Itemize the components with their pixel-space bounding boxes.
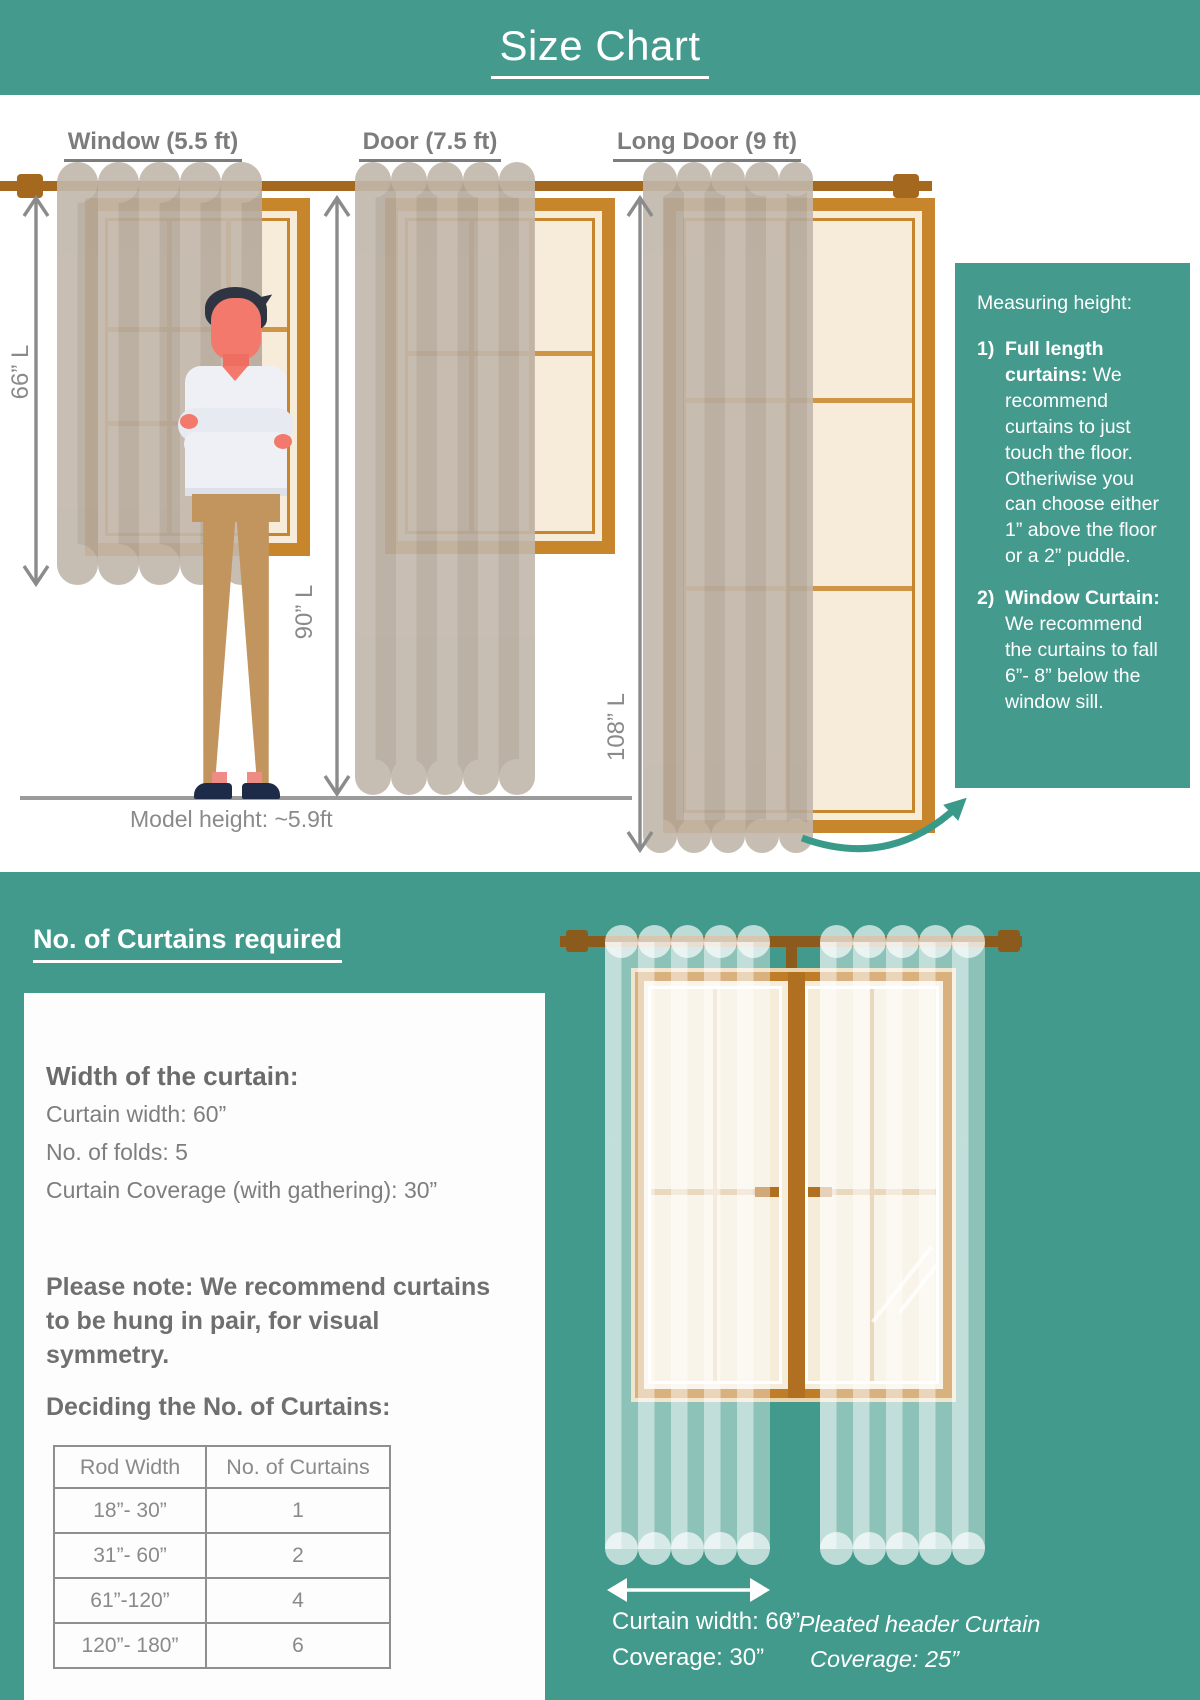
center-mullion [788,972,805,1398]
long-door-label: Long Door (9 ft) [608,128,806,162]
rod-finial-right [893,174,919,198]
measuring-height-box [955,263,1190,788]
measuring-box-item-2: 2) Window Curtain: We recommend the curtains to fall 6”- 8” below the window sill. [977,587,1160,713]
table-header-no-curtains: No. of Curtains [206,1446,390,1488]
pleated-note-line2: Coverage: 25” [810,1646,959,1673]
door-curtain-panel [355,162,535,795]
pleated-note-line1: * Pleated header Curtain [783,1611,1041,1637]
window-label: Window (5.5 ft) [58,128,248,162]
info-panel [24,993,545,1700]
door-label: Door (7.5 ft) [334,128,526,162]
measuring-box-item-1: 1) Full length curtains: We recommend curtains to just touch the floor. Otheriwise you can choose either 1” above the floor or a 2” puddle. [977,337,1159,568]
width-caption-line2: Coverage: 30” [612,1644,765,1671]
length-arrow-90 [321,193,353,799]
spec-coverage: Curtain Coverage (with gathering): 30” [46,1177,438,1203]
table-row: 61”-120” 4 [54,1578,390,1623]
length-label-90: 90” L [291,584,318,640]
table-header-row [54,1446,390,1488]
bottom-rod-finial-right [998,930,1020,952]
length-label-108: 108” L [603,692,630,762]
length-label-66: 66” L [7,344,34,400]
spec-folds: No. of folds: 5 [46,1139,188,1165]
table-row: 18”- 30” 1 [54,1488,390,1533]
table-row: 120”- 180” 6 [54,1623,390,1668]
width-title: Width of the curtain: [46,1061,299,1091]
table-header-rod-width: Rod Width [54,1446,206,1488]
table-title: Deciding the No. of Curtains: [46,1393,391,1421]
measuring-box-title: Measuring height: [977,292,1133,314]
section-heading: No. of Curtains required [33,924,342,963]
curved-arrow-icon [790,788,1000,862]
sheer-curtain-right [820,925,985,1565]
curtains-required-section [0,872,1200,1700]
long-door-curtain-panel [643,162,813,853]
width-caption [612,1604,800,1676]
rod-width-table [53,1445,391,1669]
person-illustration [160,286,310,800]
width-arrow [605,1572,772,1608]
width-caption-line1: Curtain width: 60” [612,1608,801,1635]
pleated-note [783,1607,1040,1678]
header-bar [0,0,1200,95]
spec-curtain-width: Curtain width: 60” [46,1101,227,1127]
bottom-rod-finial-left [566,930,588,952]
table-row: 31”- 60” 2 [54,1533,390,1578]
pair-note: Please note: We recommend curtains to be hung in pair, for visual symmetry. [46,1273,491,1369]
model-height-caption: Model height: ~5.9ft [130,806,333,832]
page-title: Size Chart [0,22,1200,79]
sheer-curtain-left [605,925,770,1565]
